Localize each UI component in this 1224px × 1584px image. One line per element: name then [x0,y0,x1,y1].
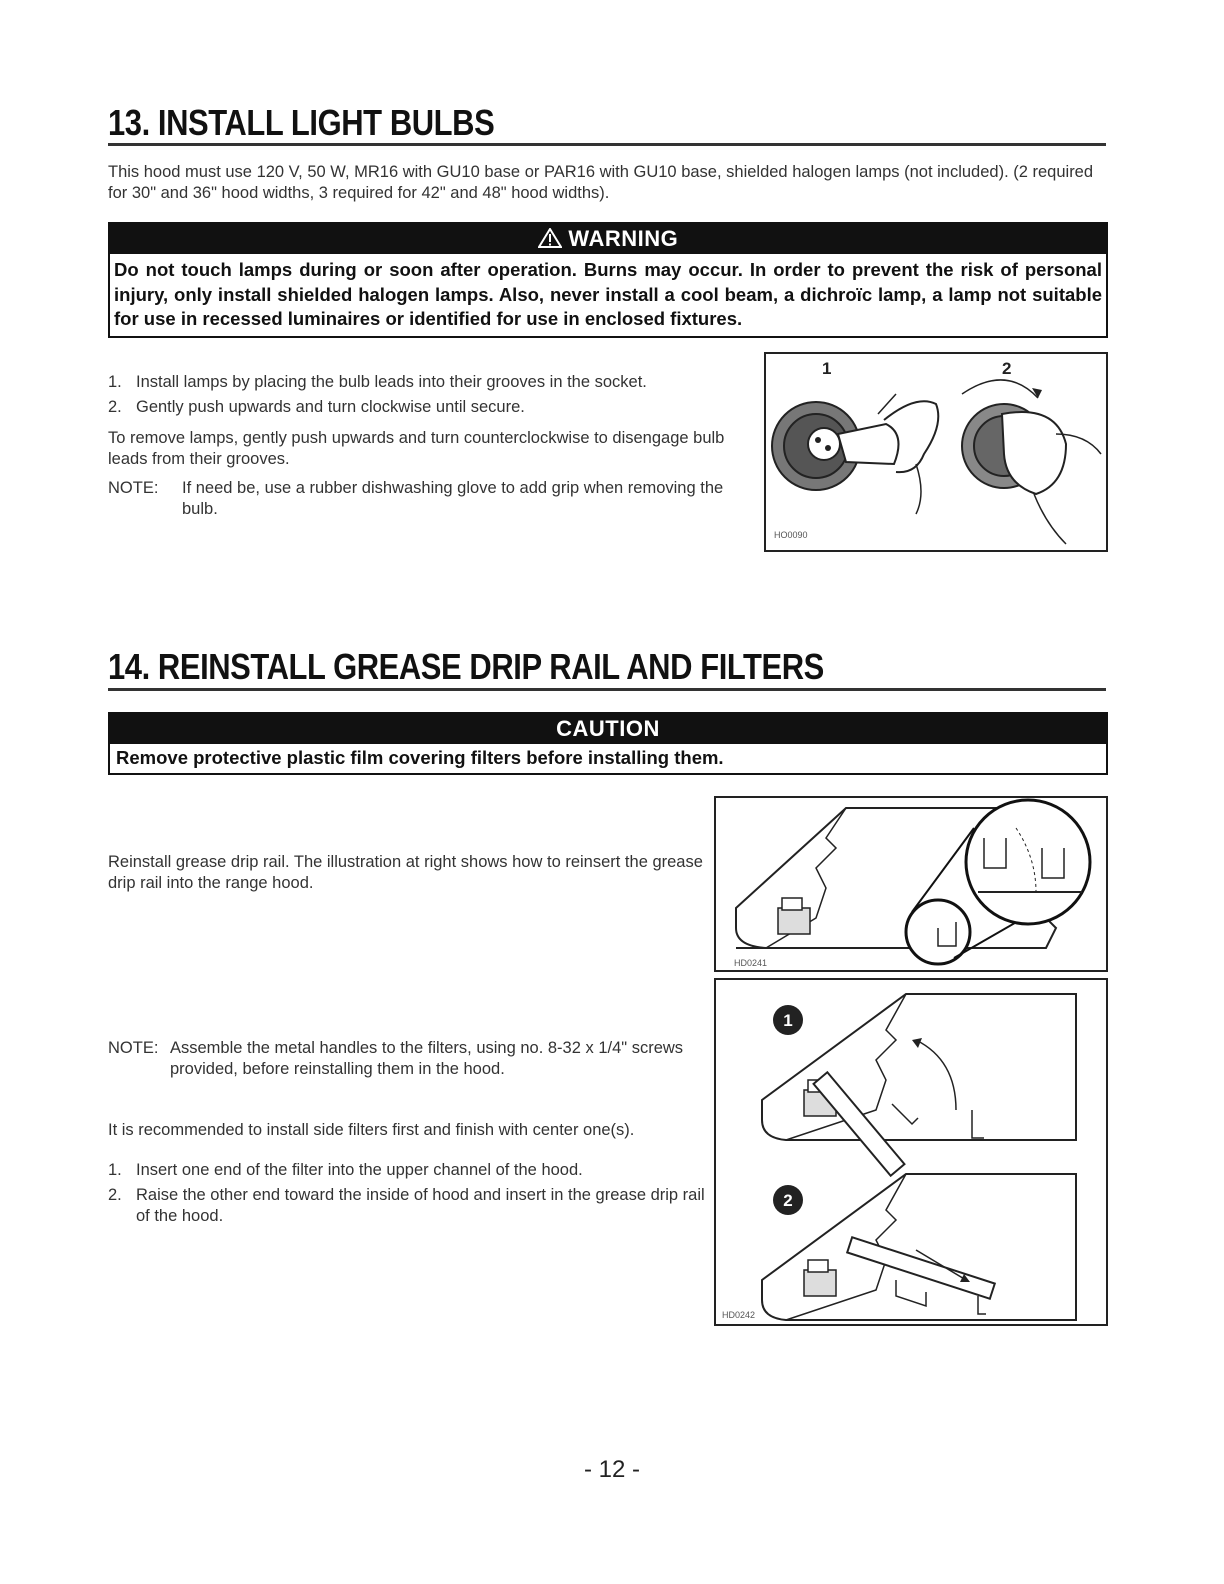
caution-header [110,714,1106,744]
section-13-title: 13. INSTALL LIGHT BULBS [108,102,495,143]
lamp-install-illustration [766,354,1106,550]
note-label: NOTE: [108,1039,159,1057]
list-item [108,1185,708,1227]
figure-code: HD0242 [722,1310,756,1320]
section-13-intro: This hood must use 120 V, 50 W, MR16 with GU10 base or PAR16 with GU10 base, shielded halogen lamps (not included). (2 required for 30" and 36" hood widths, 3 required for 42" and 48" hood widths). [108,163,1094,202]
caution-label: CAUTION [556,716,660,741]
filter-install-figure [714,978,1108,1326]
page-number: - 12 - [583,1456,640,1483]
step-text: Insert one end of the filter into the upper channel of the hood. [136,1161,583,1179]
step-number: 2. [108,1186,122,1204]
filter-install-illustration [716,980,1106,1324]
list-item [108,1160,708,1181]
section-13-note [108,478,760,520]
step-text: Gently push upwards and turn clockwise until secure. [136,398,525,416]
warning-header [110,224,1106,254]
figure-code: HD0241 [734,958,768,968]
section-14-title: 14. REINSTALL GREASE DRIP RAIL AND FILTERS [108,646,824,687]
figure-code: HO0090 [774,530,808,540]
step-text: Install lamps by placing the bulb leads into their grooves in the socket. [136,373,647,391]
note-label: NOTE: [108,479,159,497]
caution-box [108,712,1108,775]
caution-text: Remove protective plastic film covering filters before installing them. [116,747,724,768]
filter-steps [108,1160,708,1231]
list-item [108,397,758,418]
warning-label: WARNING [568,226,679,251]
step-number: 1. [108,1161,122,1179]
section-14-note [108,1038,708,1080]
step-2-badge: 2 [783,1191,793,1210]
warning-box [108,222,1108,338]
section-13-rule [108,143,1106,146]
warning-text: Do not touch lamps during or soon after operation. Burns may occur. In order to prevent the risk of personal injury, only install shielded halogen lamps. Also, never install a cool beam, a dichroïc lamp, a lamp not suitable for use in recessed luminaires or identified for use in enclosed fixtures. [114,259,1102,329]
section-14-rule [108,688,1106,691]
note-text: Assemble the metal handles to the filters, using no. 8-32 x 1/4" screws provided, before reinstalling them in the hood. [170,1039,684,1078]
step-number: 2. [108,398,122,416]
note-text: If need be, use a rubber dishwashing glove to add grip when removing the bulb. [182,479,724,518]
step-1-badge: 1 [783,1011,793,1030]
reinstall-rail-text: Reinstall grease drip rail. The illustration at right shows how to reinsert the grease drip rail into the range hood. [108,853,703,892]
remove-lamps-text: To remove lamps, gently push upwards and turn counterclockwise to disengage bulb leads from their grooves. [108,429,725,468]
step-number: 1. [108,373,122,391]
figure-step-2-label: 2 [1002,359,1012,378]
recommend-text: It is recommended to install side filters first and finish with center one(s). [108,1121,635,1139]
figure-step-1-label: 1 [822,359,832,378]
drip-rail-figure [714,796,1108,972]
step-text: Raise the other end toward the inside of hood and insert in the grease drip rail of the hood. [136,1186,705,1225]
warning-triangle-icon [538,226,569,251]
list-item [108,372,758,393]
lamp-install-figure [764,352,1108,552]
drip-rail-illustration [716,798,1106,970]
install-steps [108,372,758,422]
